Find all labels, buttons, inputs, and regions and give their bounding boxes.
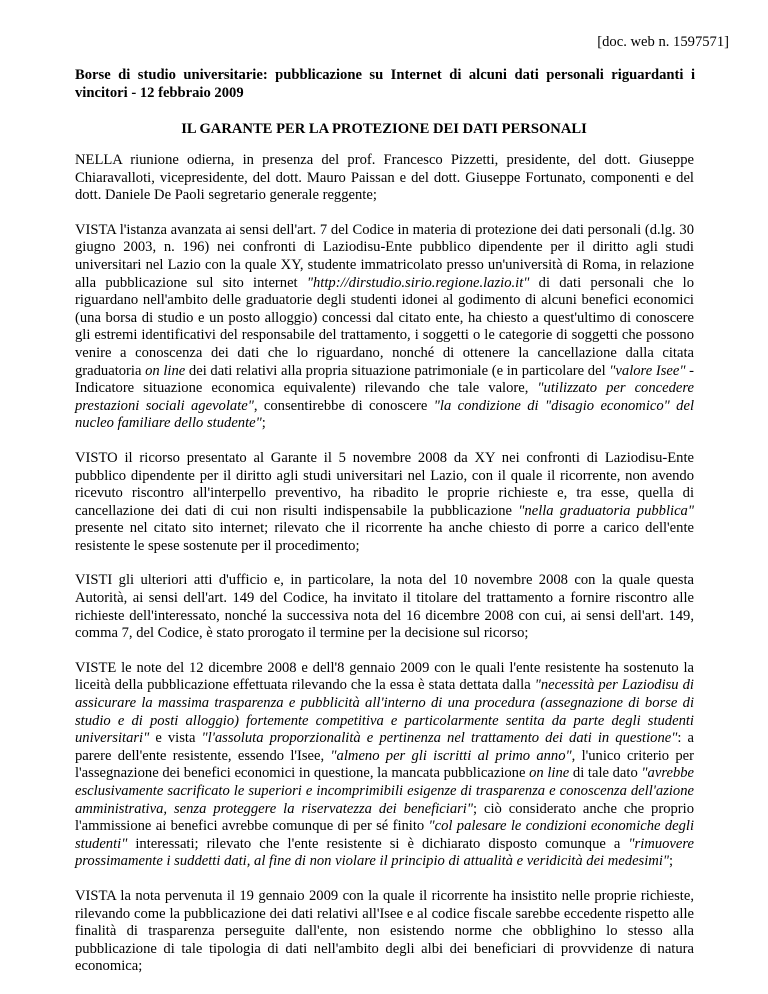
document-body [75,152,694,993]
text-segment: , l'unico criterio per l'assegnazione dei benefici economici in questione, la mancata pubblicazione [75,747,694,782]
text-segment: : a parere dell'ente resistente, essendo l'Isee, [75,730,694,764]
text-segment: VISTA l'istanza avanzata ai sensi dell'art. 7 del Codice in materia di protezione dei dati personali (d.lg. 30 giugno 2003, n. 196) nei confronti di Laziodisu-Ente pubblico dipendente per il diritto agli studi universitari nel Lazio con la quale XY, studente immatricolato presso un'università di Roma, in relazione alla pubblicazione sul sito internet [75,221,694,291]
quoted-text: "avrebbe esclusivamente sacrificato le superiori e incomprimibili esigenze di trasparenza e conoscenza dell'azione amministrativa, senza proteggere la riservatezza dei beneficiari" [75,765,695,817]
text-segment: VISTI gli ulteriori atti d'ufficio e, in particolare, la nota del 10 novembre 2008 con la quale questa Autorità, ai sensi dell'art. 149 del Codice, ha invitato il titolare del trattamento a fornire riscontro alle richieste dell'interessato, nonché la successiva nota del 16 dicembre 2008 con cui, ai sensi dell'art. 149, comma 7, del Codice, è stato prorogato il termine per la decisione sul ricorso; [75,572,694,642]
text-segment: VISTE le note del 12 dicembre 2008 e dell'8 gennaio 2009 con le quali l'ente resistente ha sostenuto la liceità della pubblicazione effettuata rilevando che la essa è stata dettata dalla [75,659,694,694]
text-segment: NELLA riunione odierna, in presenza del prof. Francesco Pizzetti, presidente, del dott. Giuseppe Chiaravalloti, vicepresidente, del dott. Mauro Paissan e del dott. Giuseppe Fortunato, componenti e del dott. Daniele De Paoli segretario generale reggente; [75,152,694,204]
text-segment: di tale dato [569,765,642,782]
paragraph [75,572,694,642]
text-segment: interessati; rilevato che l'ente resistente si è dichiarato disposto comunque a [127,835,629,852]
document-title: Borse di studio universitarie: pubblicazione su Internet di alcuni dati personali riguardanti i vincitori - 12 febbraio 2009 [75,67,695,101]
quoted-text: "nella graduatoria pubblica" [518,502,694,519]
text-segment: ; [669,853,674,870]
text-segment: - Indicatore situazione economica equivalente) rilevando che tale valore, [75,362,694,397]
quoted-text: "http://dirstudio.sirio.regione.lazio.it" [306,274,530,291]
text-segment: ; ciò considerato anche che proprio l'ammissione ai benefici avrebbe comunque di per sé finito [75,800,694,835]
quoted-text: "l'assoluta proporzionalità e pertinenza nel trattamento dei dati in questione" [201,730,678,747]
quoted-text: "utilizzato per concedere prestazioni sociali agevolate" [75,380,694,414]
paragraph [75,152,694,205]
quoted-text: on line [529,765,570,782]
quoted-text: on line [145,362,186,379]
text-segment: di dati personali che lo riguardano nell'ambito delle graduatorie degli studenti idonei al godimento di alcuni benefici economici (una borsa di studio e un posto alloggio) concessi dal citato ente, ha chiesto a quest'ultimo di conoscere gli estremi identificativi del responsabile del trattamento, i soggetti o le categorie di soggetti che possono venire a conoscenza dei dati che lo riguardano, nonché di ottenere la cancellazione dalla citata graduatoria [75,274,694,379]
quoted-text: "valore Isee" [609,362,686,379]
text-segment: presente nel citato sito internet; rilevato che il ricorrente ha anche chiesto di porre a carico dell'ente resistente le spese sostenute per il procedimento; [75,520,694,554]
paragraph [75,660,694,871]
section-heading: IL GARANTE PER LA PROTEZIONE DEI DATI PERSONALI [181,121,587,137]
quoted-text: "necessità per Laziodisu di assicurare la massima trasparenza e pubblicità all'interno di una procedura (assegnazione di borse di studio e di posti alloggio) fortemente competitiva e particolarmente sentita da parte degli studenti universitari" [75,677,694,747]
doc-reference: [doc. web n. 1597571] [597,34,729,50]
quoted-text: "la condizione di "disagio economico" del nucleo familiare dello studente" [75,397,694,432]
text-segment: VISTA la nota pervenuta il 19 gennaio 2009 con la quale il ricorrente ha insistito nelle proprie richieste, rilevando come la pubblicazione dei dati relativi all'Isee e al codice fiscale sarebbe eccedente rispetto alle finalità di trasparenza perseguite dall'ente, non esistendo norme che obblighino lo stesso alla pubblicazione di tale tipologia di dati nell'ambito degli albi dei beneficiari di provvidenze di natura economica; [75,887,694,975]
quoted-text: "rimuovere prossimamente i suddetti dati, al fine di non violare il principio di attualità e veridicità dei medesimi" [75,835,694,870]
paragraph [75,450,694,556]
text-segment: VISTO il ricorso presentato al Garante il 5 novembre 2008 da XY nei confronti di Laziodisu-Ente pubblico dipendente per il diritto agli studi universitari nel Lazio, con il quale il ricorrente, non avendo ricevuto riscontro all'interpello preventivo, ha ribadito le proprie richieste e, tra esse, quella di cancellazione dei dati di cui non risulti indispensabile la pubblicazione [75,449,694,519]
quoted-text: "col palesare le condizioni economiche degli studenti" [75,818,695,852]
text-segment: dei dati relativi alla propria situazione patrimoniale (e in particolare del [185,362,610,379]
text-segment: e vista [149,730,202,747]
text-segment: , consentirebbe di conoscere [253,397,434,414]
text-segment: ; [261,415,266,432]
paragraph [75,222,694,433]
quoted-text: "almeno per gli iscritti al primo anno" [330,747,572,764]
paragraph [75,888,694,976]
